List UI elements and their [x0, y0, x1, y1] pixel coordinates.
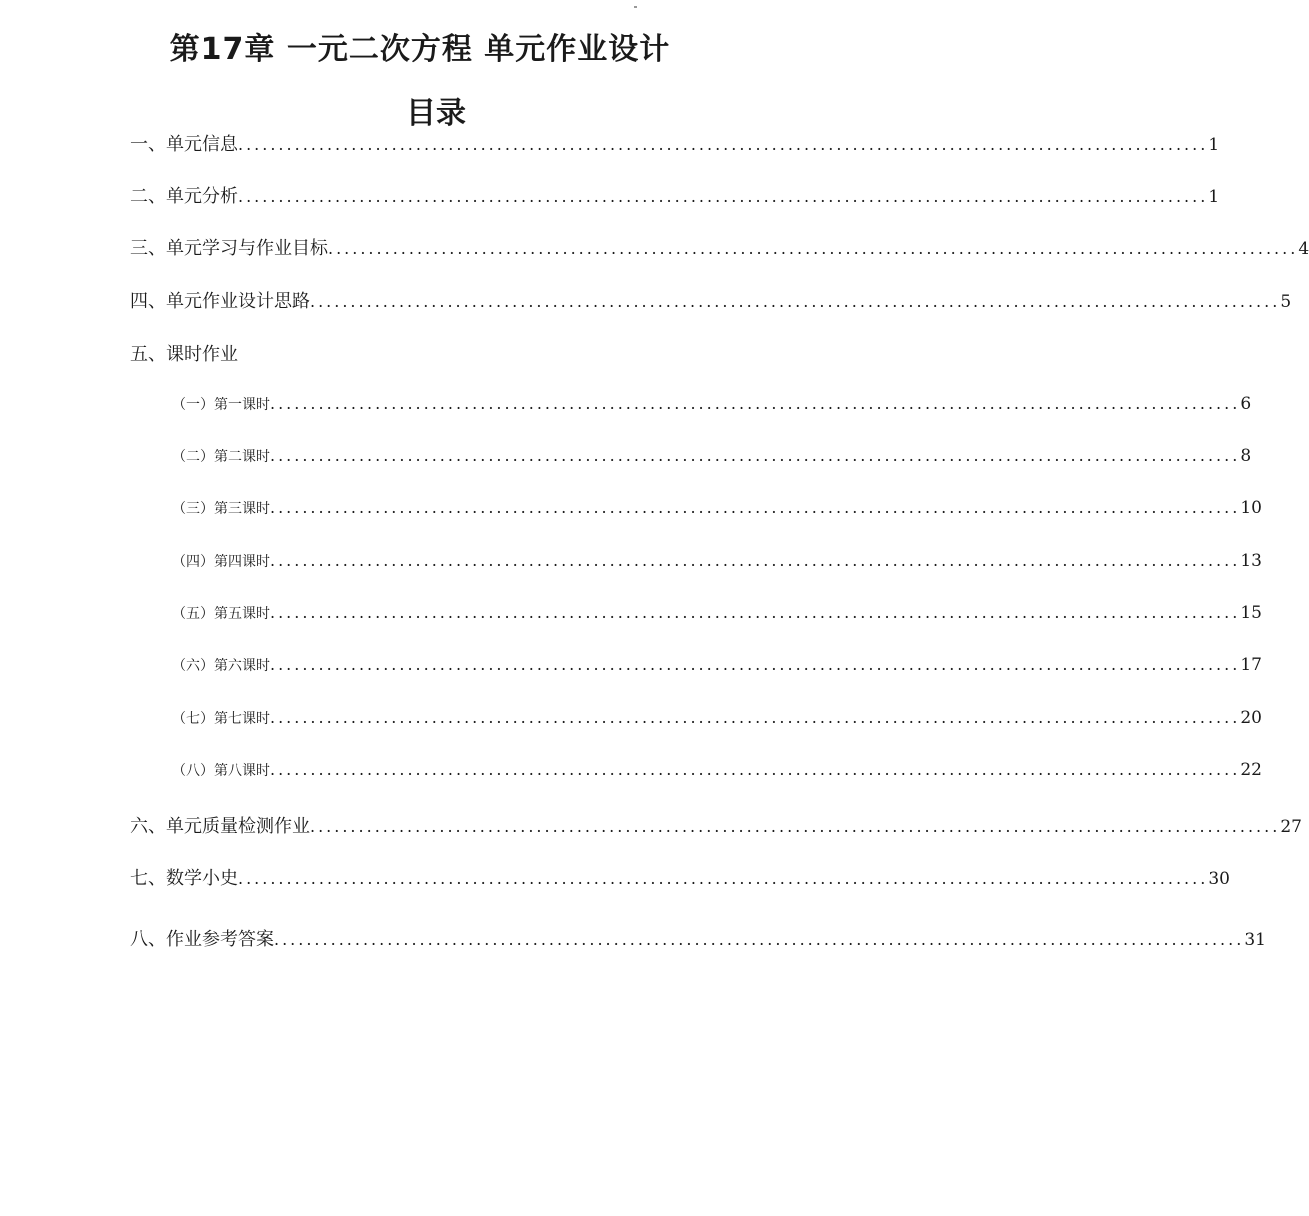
toc-entry-page: 27	[1280, 817, 1302, 837]
toc-entry-label: 七、数学小史	[130, 868, 238, 889]
toc-entry-page: 4	[1298, 239, 1309, 259]
toc-entry-unit-analysis[interactable]	[130, 182, 1220, 208]
toc-entry-label: （六）第六课时	[172, 658, 270, 674]
document-title: 第17章 一元二次方程 单元作业设计	[169, 32, 671, 67]
dot-leader: ........................................................................................................................	[270, 498, 1241, 517]
toc-subentry-lesson-4[interactable]	[172, 551, 1262, 571]
toc-entry-answers[interactable]	[130, 925, 1266, 951]
toc-entry-label: （七）第七课时	[172, 711, 270, 727]
dot-leader: ........................................................................................................................	[270, 760, 1241, 779]
toc-entry-label: 六、单元质量检测作业	[130, 816, 310, 837]
toc-heading: 目录	[406, 96, 466, 131]
toc-entry-learning-goals[interactable]	[130, 234, 1309, 260]
dot-leader: ........................................................................................................................	[270, 708, 1241, 727]
toc-subentry-lesson-6[interactable]	[172, 655, 1262, 675]
dot-leader: ........................................................................................................................	[310, 292, 1281, 311]
dot-leader: ........................................................................................................................	[238, 187, 1209, 206]
toc-entry-label: 三、单元学习与作业目标	[130, 238, 328, 259]
toc-subentry-lesson-1[interactable]	[172, 394, 1252, 414]
toc-entry-page: 20	[1240, 708, 1262, 728]
toc-entry-page: 30	[1208, 869, 1230, 889]
toc-subentry-lesson-2[interactable]	[172, 446, 1252, 466]
dot-leader: ........................................................................................................................	[274, 930, 1245, 949]
toc-entry-page: 10	[1240, 498, 1262, 518]
toc-entry-unit-info[interactable]	[130, 130, 1220, 156]
dot-leader: ........................................................................................................................	[270, 603, 1241, 622]
toc-entry-math-history[interactable]	[130, 864, 1230, 890]
toc-subentry-lesson-8[interactable]	[172, 760, 1262, 780]
toc-entry-label: （一）第一课时	[172, 397, 270, 413]
toc-subentry-lesson-5[interactable]	[172, 603, 1262, 623]
toc-entry-label: （八）第八课时	[172, 763, 270, 779]
dot-leader: ........................................................................................................................	[270, 394, 1241, 413]
toc-entry-page: 1	[1208, 187, 1220, 207]
toc-subentry-lesson-3[interactable]	[172, 498, 1262, 518]
dot-leader: ........................................................................................................................	[238, 869, 1209, 888]
toc-subentry-lesson-7[interactable]	[172, 708, 1262, 728]
toc-entry-design-ideas[interactable]	[130, 287, 1292, 313]
toc-entry-page: 5	[1280, 292, 1292, 312]
toc-entry-page: 22	[1240, 760, 1262, 780]
toc-entry-page: 15	[1240, 603, 1262, 623]
toc-entry-page: 31	[1244, 930, 1266, 950]
toc-entry-label: （五）第五课时	[172, 606, 270, 622]
toc-entry-label: 五、课时作业	[130, 344, 238, 365]
dot-leader: ........................................................................................................................	[310, 817, 1281, 836]
toc-entry-label: 一、单元信息	[130, 134, 238, 155]
dot-leader: ........................................................................................................................	[270, 446, 1241, 465]
toc-entry-label: 二、单元分析	[130, 186, 238, 207]
dot-leader: ........................................................................................................................	[270, 655, 1241, 674]
toc-entry-label: （二）第二课时	[172, 449, 270, 465]
toc-entry-label: 四、单元作业设计思路	[130, 291, 310, 312]
dot-leader: ........................................................................................................................	[238, 135, 1209, 154]
dot-leader: ........................................................................................................................	[270, 551, 1241, 570]
toc-entry-page: 17	[1240, 655, 1262, 675]
toc-entry-page: 13	[1240, 551, 1262, 571]
toc-entry-lesson-homework[interactable]	[130, 340, 705, 366]
toc-entry-page: 8	[1240, 446, 1252, 466]
toc-entry-page: 1	[1208, 135, 1220, 155]
toc-entry-label: （四）第四课时	[172, 554, 270, 570]
toc-entry-label: （三）第三课时	[172, 501, 270, 517]
toc-entry-page: 6	[1240, 394, 1252, 414]
toc-entry-label: 八、作业参考答案	[130, 929, 274, 950]
toc-entry-quality-check[interactable]	[130, 812, 1302, 838]
dot-leader: ........................................................................................................................	[328, 239, 1299, 258]
